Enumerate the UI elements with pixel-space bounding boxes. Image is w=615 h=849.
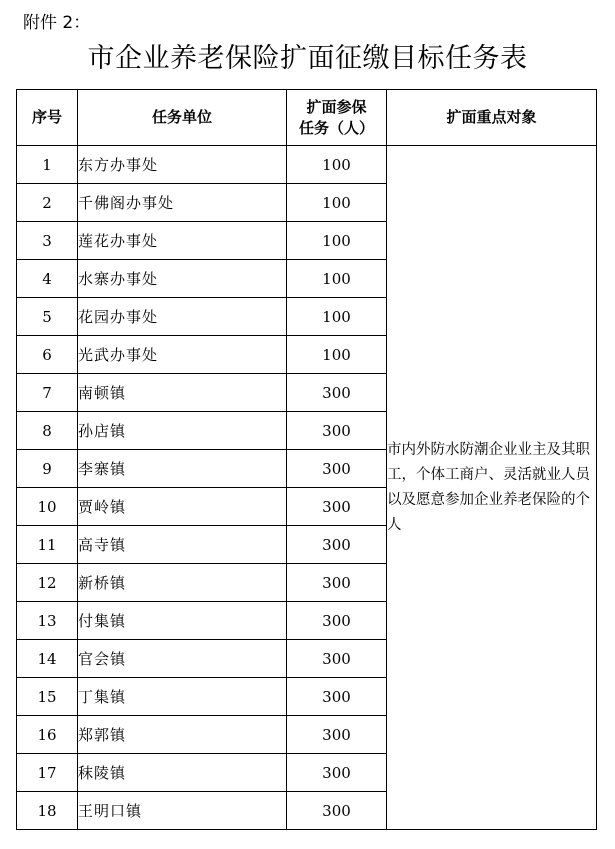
row-unit: 花园办事处 <box>78 298 287 336</box>
row-task: 100 <box>287 222 387 260</box>
row-task: 300 <box>287 488 387 526</box>
row-seq: 14 <box>17 640 78 678</box>
row-task: 300 <box>287 526 387 564</box>
row-unit: 贾岭镇 <box>78 488 287 526</box>
row-seq: 17 <box>17 754 78 792</box>
row-seq: 18 <box>17 792 78 830</box>
row-seq: 2 <box>17 184 78 222</box>
row-unit: 水寨办事处 <box>78 260 287 298</box>
header-unit: 任务单位 <box>78 90 287 146</box>
row-seq: 7 <box>17 374 78 412</box>
row-task: 300 <box>287 564 387 602</box>
row-task: 300 <box>287 602 387 640</box>
row-unit: 新桥镇 <box>78 564 287 602</box>
row-seq: 1 <box>17 146 78 184</box>
row-unit: 官会镇 <box>78 640 287 678</box>
row-unit: 莲花办事处 <box>78 222 287 260</box>
row-seq: 12 <box>17 564 78 602</box>
row-task: 300 <box>287 716 387 754</box>
row-unit: 丁集镇 <box>78 678 287 716</box>
attachment-label: 附件 2： <box>23 13 91 33</box>
row-seq: 4 <box>17 260 78 298</box>
row-seq: 15 <box>17 678 78 716</box>
header-task-line1: 扩面参保 <box>306 97 367 116</box>
row-seq: 10 <box>17 488 78 526</box>
row-task: 100 <box>287 298 387 336</box>
row-task: 300 <box>287 792 387 830</box>
row-task: 100 <box>287 146 387 184</box>
header-row <box>17 90 597 146</box>
table-row <box>17 146 597 184</box>
row-unit: 高寺镇 <box>78 526 287 564</box>
row-unit: 东方办事处 <box>78 146 287 184</box>
row-task: 100 <box>287 260 387 298</box>
row-unit: 秣陵镇 <box>78 754 287 792</box>
row-unit: 郑郭镇 <box>78 716 287 754</box>
row-seq: 5 <box>17 298 78 336</box>
row-unit: 千佛阁办事处 <box>78 184 287 222</box>
header-task <box>287 90 387 146</box>
row-task: 300 <box>287 412 387 450</box>
row-seq: 6 <box>17 336 78 374</box>
header-seq: 序号 <box>17 90 78 146</box>
header-focus: 扩面重点对象 <box>387 90 597 146</box>
row-unit: 付集镇 <box>78 602 287 640</box>
row-task: 300 <box>287 374 387 412</box>
row-unit: 李寨镇 <box>78 450 287 488</box>
row-task: 100 <box>287 336 387 374</box>
row-seq: 3 <box>17 222 78 260</box>
focus-objects-cell: 市内外防水防潮企业业主及其职工，个体工商户、灵活就业人员以及愿意参加企业养老保险的个人 <box>387 146 597 830</box>
row-task: 300 <box>287 640 387 678</box>
row-unit: 南顿镇 <box>78 374 287 412</box>
row-seq: 9 <box>17 450 78 488</box>
row-seq: 13 <box>17 602 78 640</box>
row-seq: 16 <box>17 716 78 754</box>
document-title: 市企业养老保险扩面征缴目标任务表 <box>87 43 528 74</box>
row-unit: 王明口镇 <box>78 792 287 830</box>
row-task: 300 <box>287 450 387 488</box>
row-task: 300 <box>287 754 387 792</box>
row-seq: 11 <box>17 526 78 564</box>
row-task: 100 <box>287 184 387 222</box>
row-unit: 光武办事处 <box>78 336 287 374</box>
task-table <box>16 89 597 830</box>
row-seq: 8 <box>17 412 78 450</box>
row-unit: 孙店镇 <box>78 412 287 450</box>
header-task-line2: 任务（人） <box>298 118 374 137</box>
row-task: 300 <box>287 678 387 716</box>
